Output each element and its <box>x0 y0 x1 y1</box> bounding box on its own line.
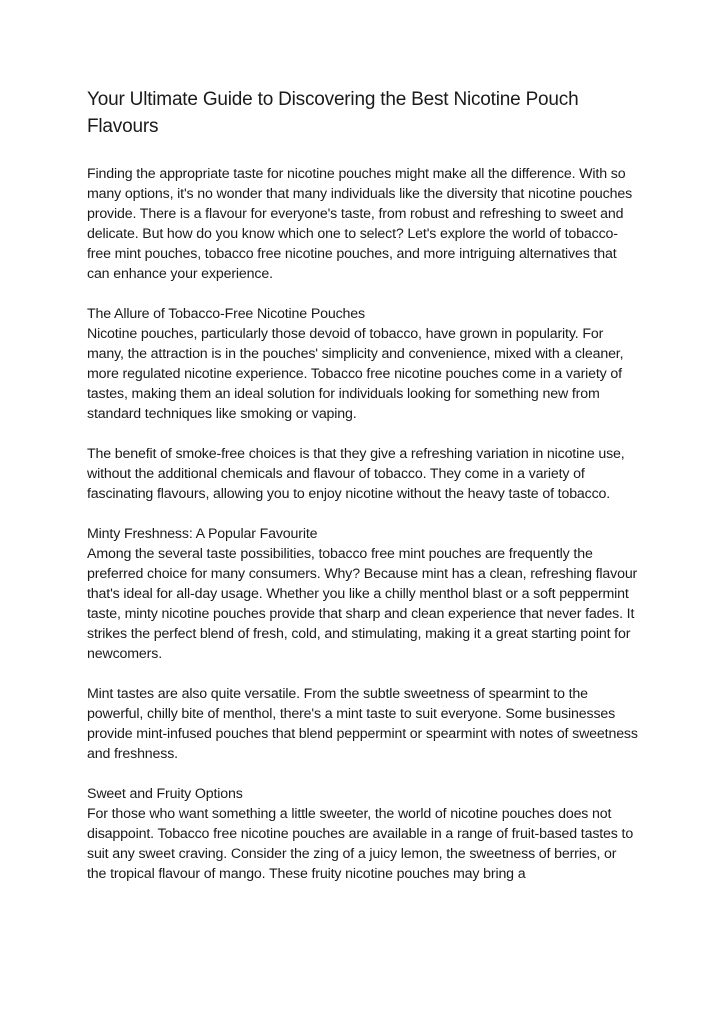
section-fruity <box>87 784 639 884</box>
section-heading-minty: Minty Freshness: A Popular Favourite <box>87 526 318 542</box>
section-paragraph: Mint tastes are also quite versatile. From the subtle sweetness of spearmint to the powerful, chilly bite of menthol, there's a mint taste to suit everyone. Some businesses provide mint-infused pouches that blend peppermint or spearmint with notes of sweetness and freshness. <box>87 686 638 762</box>
section-paragraph: The benefit of smoke-free choices is that they give a refreshing variation in nicotine use, without the additional chemicals and flavour of tobacco. They come in a variety of fascinating flavours, allowing you to enjoy nicotine without the heavy taste of tobacco. <box>87 446 625 502</box>
intro-paragraph: Finding the appropriate taste for nicotine pouches might make all the difference. With so many options, it's no wonder that many individuals like the diversity that nicotine pouches provide. There is a flavour for everyone's taste, from robust and refreshing to sweet and delicate. But how do you know which one to select? Let's explore the world of tobacco-free mint pouches, tobacco free nicotine pouches, and more intriguing alternatives that can enhance your experience. <box>87 166 633 282</box>
section-minty <box>87 524 639 664</box>
section-allure <box>87 304 639 424</box>
section-paragraph: Nicotine pouches, particularly those devoid of tobacco, have grown in popularity. For many, the attraction is in the pouches' simplicity and convenience, mixed with a cleaner, more regulated nicotine experience. Tobacco free nicotine pouches come in a variety of tastes, making them an ideal solution for individuals looking for something new from standard techniques like smoking or vaping. <box>87 326 624 422</box>
section-heading-allure: The Allure of Tobacco-Free Nicotine Pouches <box>87 306 365 322</box>
document-page <box>87 86 639 904</box>
section-heading-fruity: Sweet and Fruity Options <box>87 786 243 802</box>
document-title: Your Ultimate Guide to Discovering the Best Nicotine Pouch Flavours <box>87 89 579 137</box>
section-paragraph: Among the several taste possibilities, tobacco free mint pouches are frequently the preferred choice for many consumers. Why? Because mint has a clean, refreshing flavour that's ideal for all-day usage. Whether you like a chilly menthol blast or a soft peppermint taste, minty nicotine pouches provide that sharp and clean experience that never fades. It strikes the perfect blend of fresh, cold, and stimulating, making it a great starting point for newcomers. <box>87 546 638 662</box>
section-paragraph: For those who want something a little sweeter, the world of nicotine pouches does not disappoint. Tobacco free nicotine pouches are available in a range of fruit-based tastes to suit any sweet craving. Consider the zing of a juicy lemon, the sweetness of berries, or the tropical flavour of mango. These fruity nicotine pouches may bring a <box>87 806 634 882</box>
